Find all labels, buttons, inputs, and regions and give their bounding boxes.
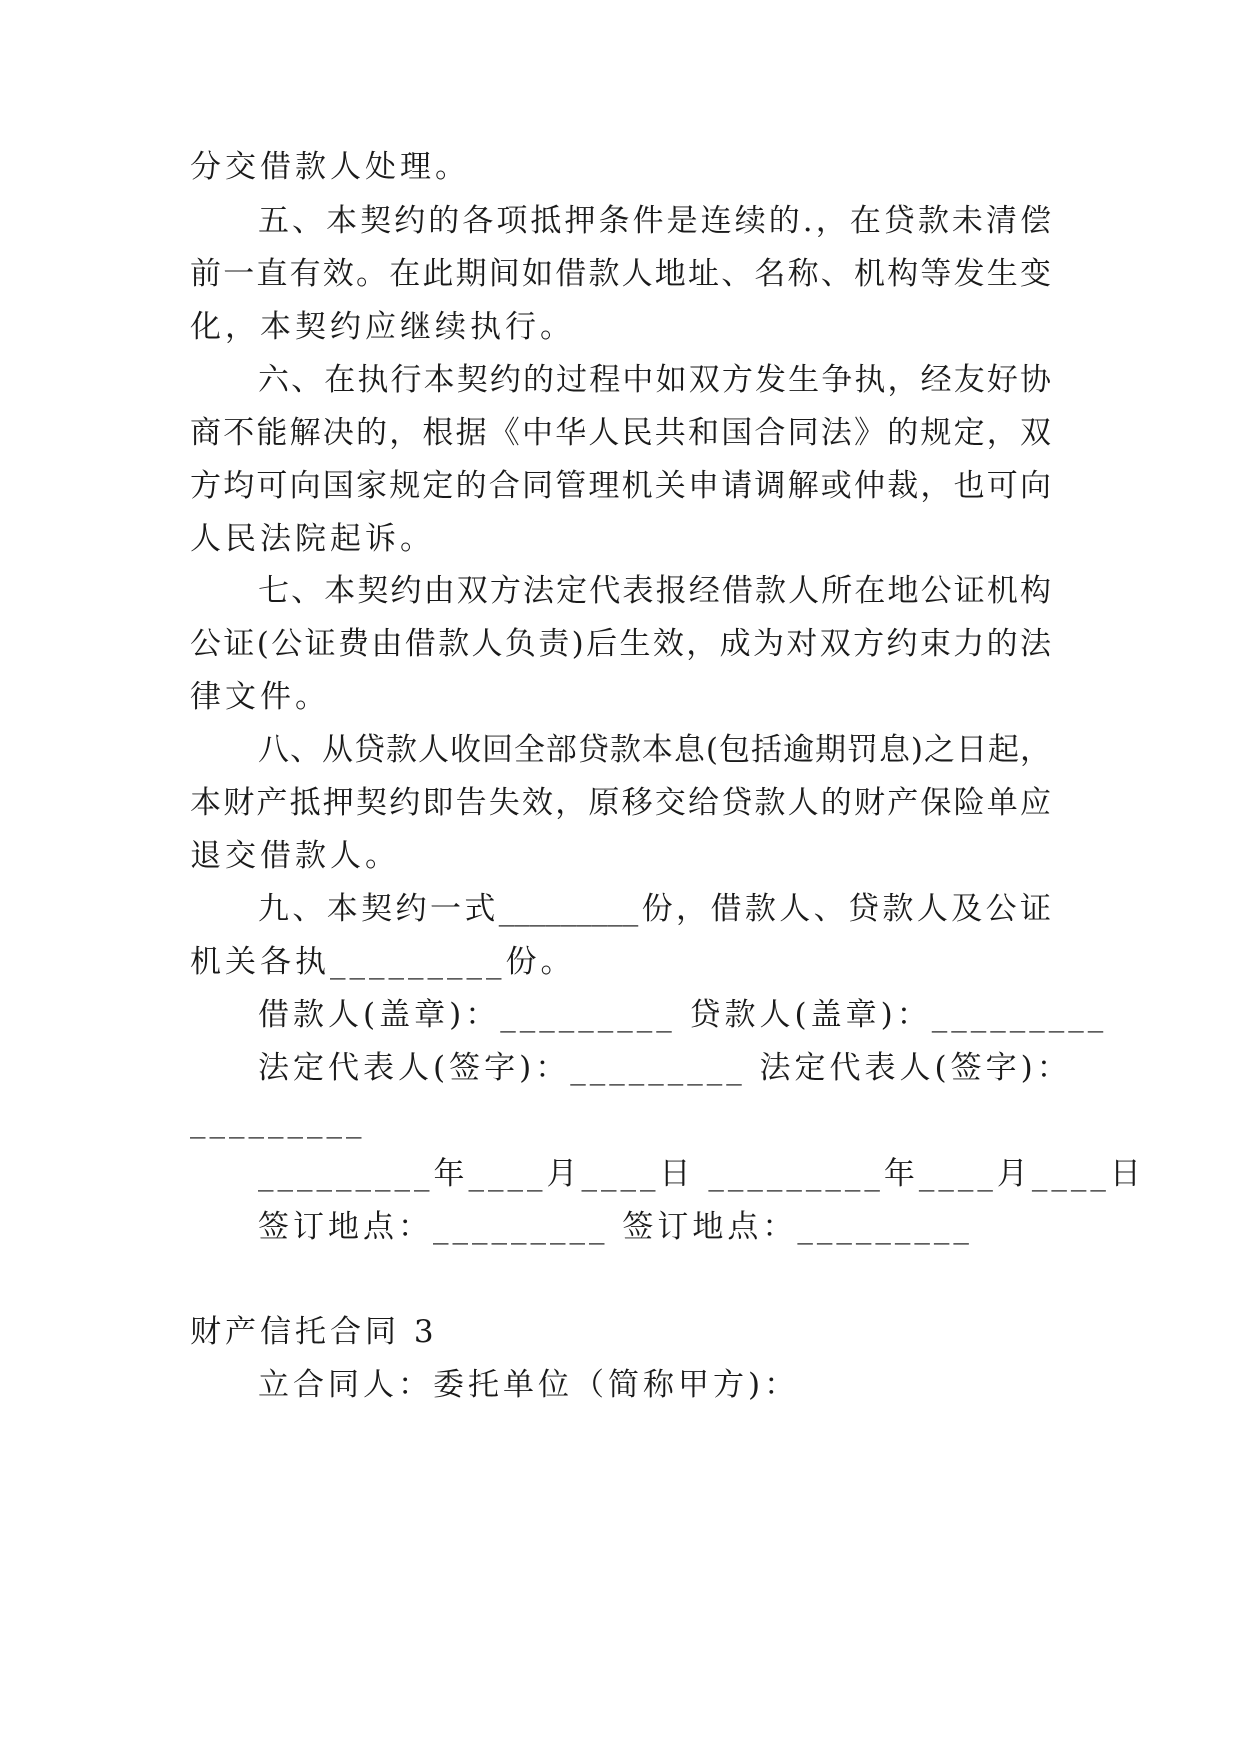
clause-8-line-1: 八、从贷款人收回全部贷款本息(包括逾期罚息)之日起，	[258, 732, 1051, 768]
clause-7-line-1: 七、本契约由双方法定代表报经借款人所在地公证机构	[258, 573, 1051, 609]
clause-7-line-2: 公证(公证费由借款人负责)后生效，成为对双方约束力的法	[190, 626, 1051, 662]
clause-7-line-3: 律文件。	[190, 679, 330, 715]
signing-place-line: 签订地点：_________ 签订地点：_________	[258, 1209, 973, 1245]
section-title: 财产信托合同 3	[190, 1314, 438, 1350]
clause-5-line-1: 五、本契约的各项抵押条件是连续的.，在贷款未清偿	[258, 203, 1051, 239]
clause-8-line-3: 退交借款人。	[190, 838, 400, 874]
clause-9-line-2: 机关各执_________份。	[190, 944, 576, 980]
contract-party-line: 立合同人：委托单位（简称甲方)：	[258, 1367, 800, 1403]
signature-representative-line: 法定代表人(签字)：_________ 法定代表人(签字)：	[258, 1050, 1072, 1086]
clause-5-line-2: 前一直有效。在此期间如借款人地址、名称、机构等发生变	[190, 256, 1051, 292]
clause-8-line-2: 本财产抵押契约即告失效，原移交给贷款人的财产保险单应	[190, 785, 1051, 821]
clause-6-line-3: 方均可向国家规定的合同管理机关申请调解或仲裁，也可向	[190, 468, 1051, 504]
clause-9-line-1: 九、本契约一式_________份，借款人、贷款人及公证	[258, 891, 1051, 927]
clause-6-line-4: 人民法院起诉。	[190, 521, 435, 557]
signature-seal-line: 借款人(盖章)：_________ 贷款人(盖章)：_________	[258, 997, 1108, 1033]
signature-blank-line: _________	[190, 1103, 366, 1139]
signature-date-line: _________年____月____日 _________年____月____日	[258, 1156, 1145, 1192]
clause-5-line-3: 化，本契约应继续执行。	[190, 309, 575, 345]
clause-6-line-2: 商不能解决的，根据《中华人民共和国合同法》的规定，双	[190, 415, 1051, 451]
clause-6-line-1: 六、在执行本契约的过程中如双方发生争执，经友好协	[258, 362, 1051, 398]
text-line: 分交借款人处理。	[190, 149, 470, 185]
